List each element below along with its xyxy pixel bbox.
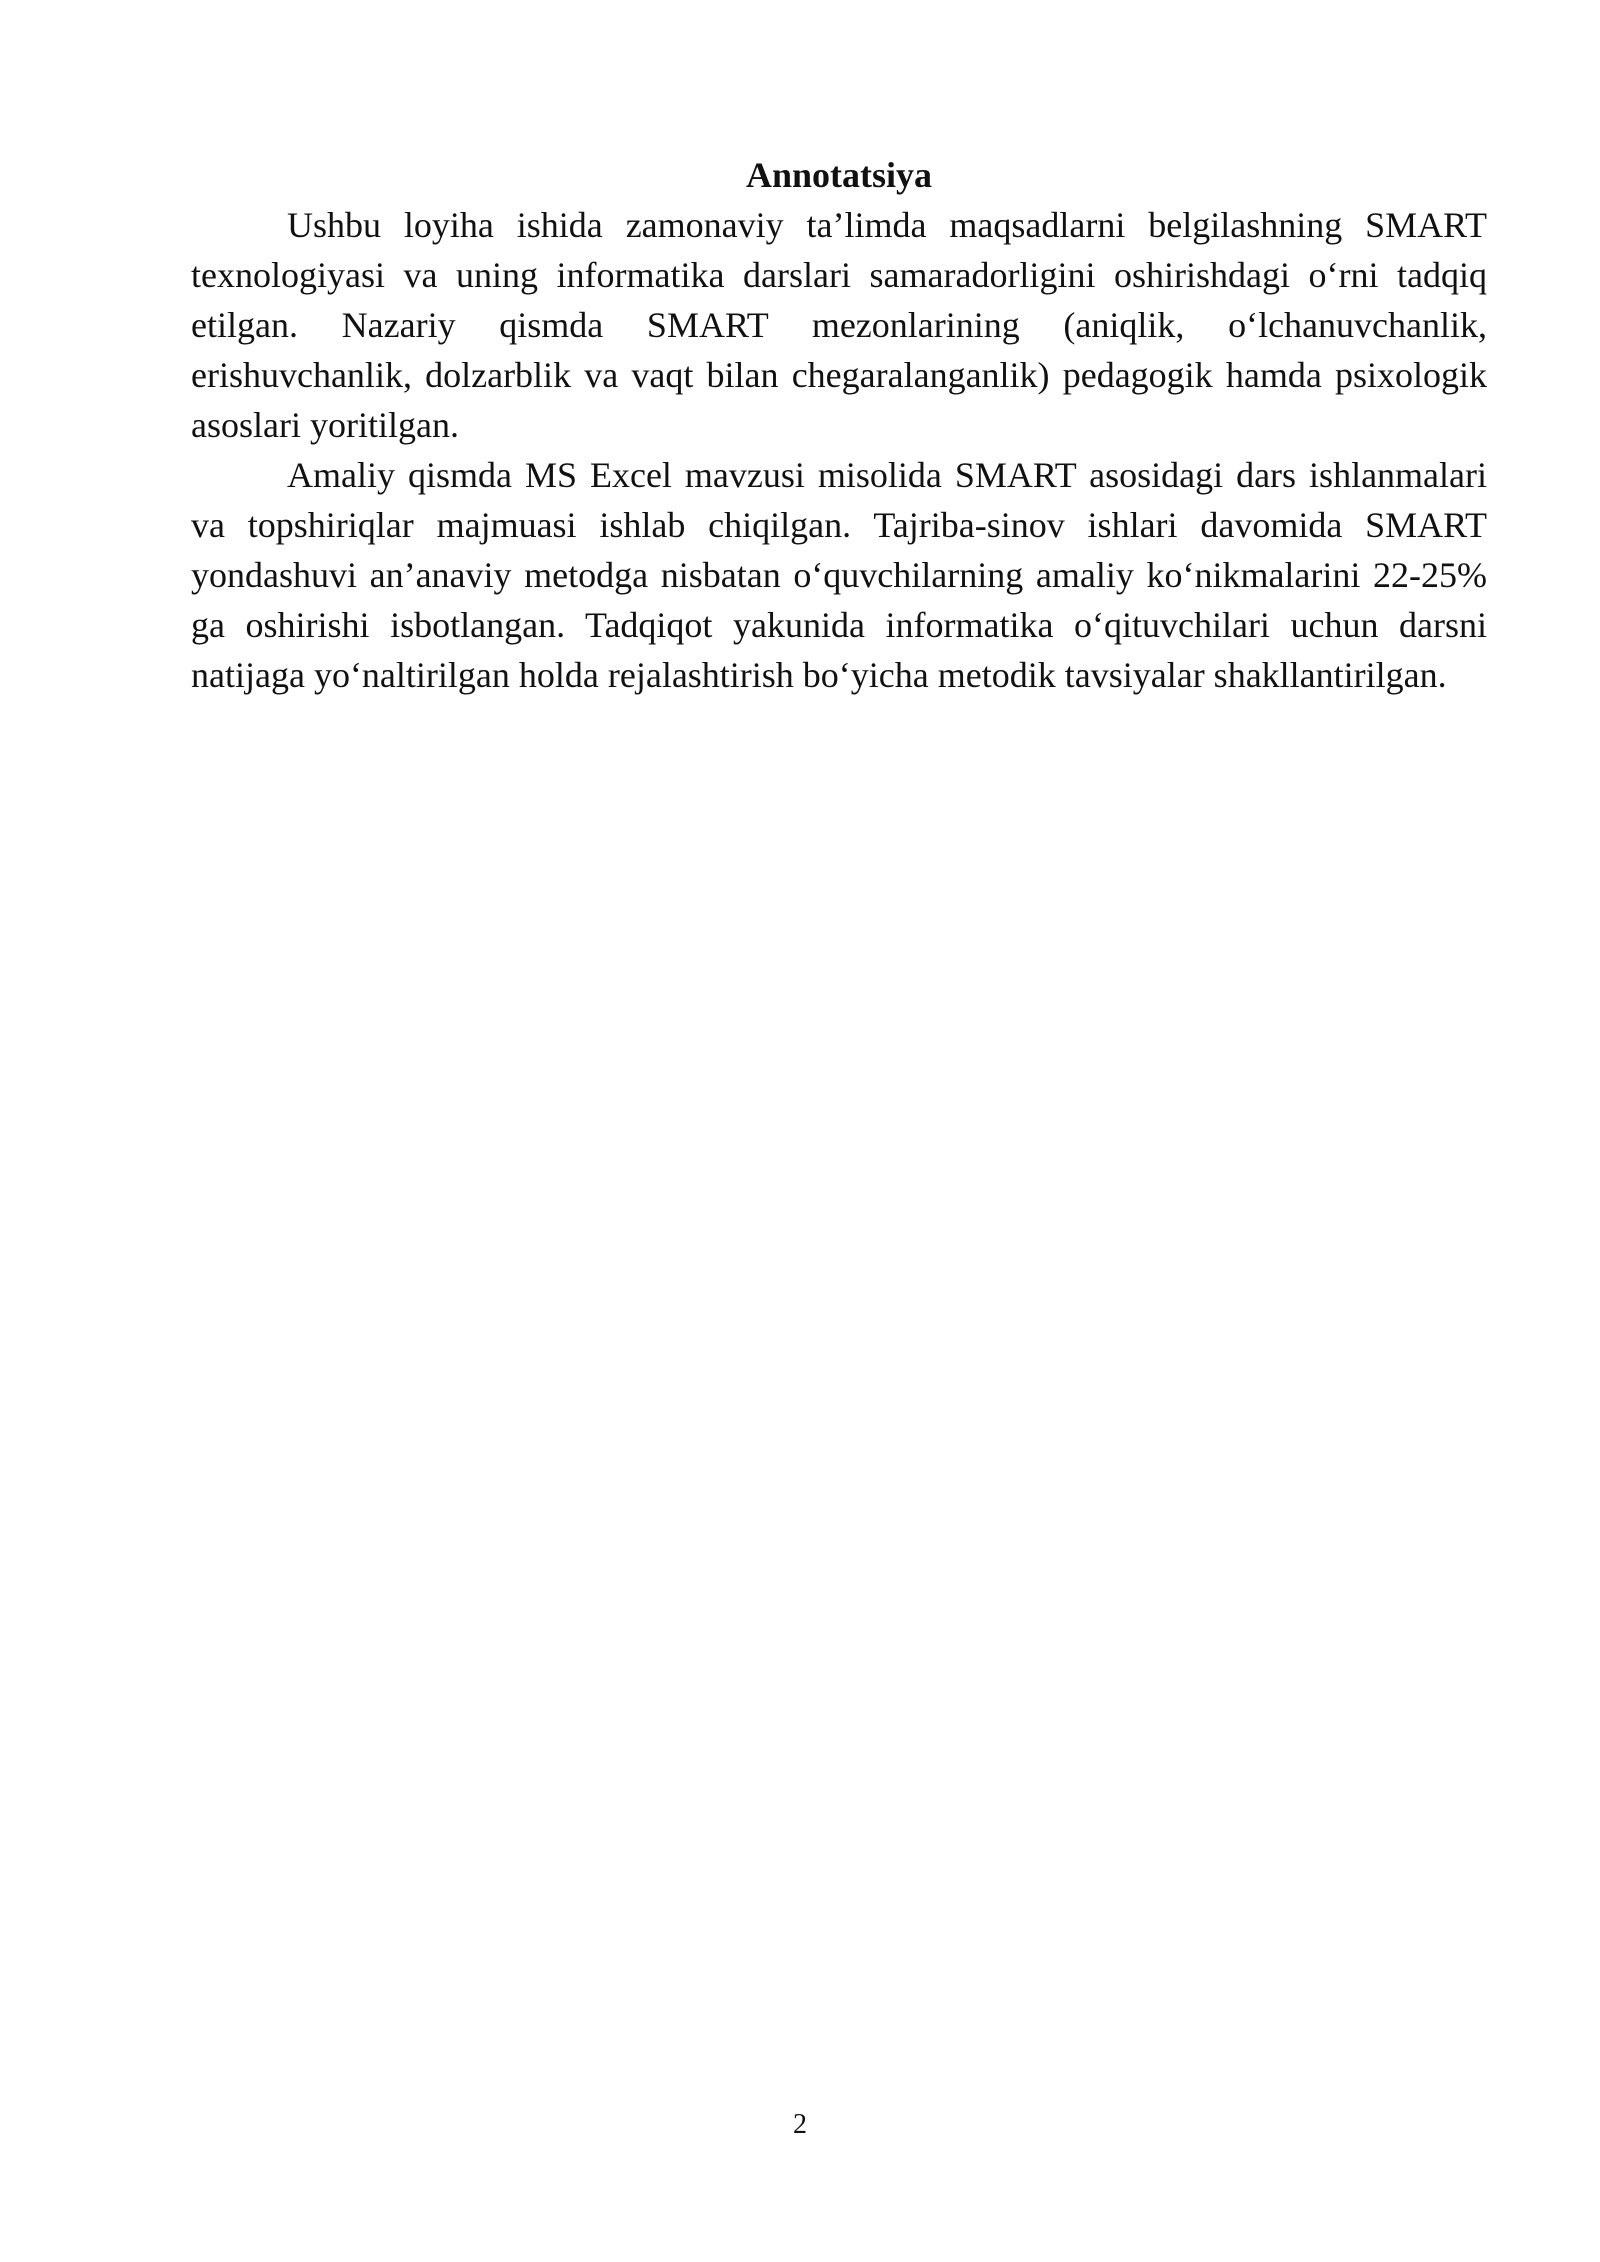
page-number: 2 [793, 2109, 807, 2140]
annotation-paragraph-2: Amaliy qismda MS Excel mavzusi misolida SMART asosidagi dars ishlanmalari va topshiriqlar majmuasi ishlab chiqilgan. Tajriba-sinov ishlari davomida SMART yondashuvi an’anaviy metodga nisbatan o‘quvchilarning amaliy ko‘nikmalarini 22-25% ga oshirishi isbotlangan. Tadqiqot yakunida informatika o‘qituvchilari uchun darsni natijaga yo‘naltirilgan holda rejalashtirish bo‘yicha metodik tavsiyalar shakllantirilgan. [191, 455, 1487, 695]
page-title: Annotatsiya [745, 155, 933, 195]
annotation-section [191, 150, 1487, 700]
annotation-paragraph-1: Ushbu loyiha ishida zamonaviy ta’limda maqsadlarni belgilashning SMART texnologiyasi va uning informatika darslari samaradorligini oshirishdagi o‘rni tadqiq etilgan. Nazariy qismda SMART mezonlarining (aniqlik, o‘lchanuvchanlik, erishuvchanlik, dolzarblik va vaqt bilan chegaralanganlik) pedagogik hamda psixologik asoslari yoritilgan. [191, 205, 1487, 445]
